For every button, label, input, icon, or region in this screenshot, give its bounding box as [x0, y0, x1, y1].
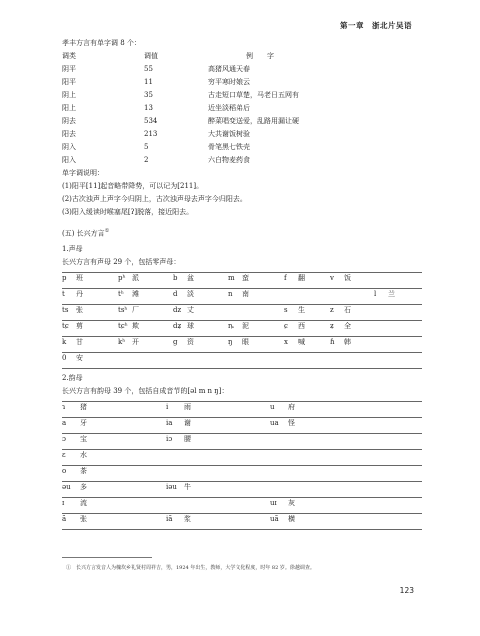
- finals-row: [62, 514, 422, 529]
- initials-row: [62, 353, 422, 368]
- example-character: 丹: [76, 290, 83, 298]
- example-character: 多: [80, 483, 87, 491]
- tones-intro: 孝丰方言有单字调 8 个：: [62, 39, 141, 47]
- tone-value: 35: [144, 91, 153, 99]
- example-character: 流: [80, 499, 87, 507]
- phonetic-symbol: f: [284, 274, 287, 282]
- example-character: 喊: [298, 338, 305, 346]
- finals-row: [62, 498, 422, 513]
- example-character: 横: [288, 515, 295, 523]
- tone-header-category: 调类: [62, 52, 76, 60]
- example-character: 张: [76, 306, 83, 314]
- tone-category: 阴去: [62, 117, 76, 125]
- example-character: 厂: [132, 306, 139, 314]
- footnote-mark: ①: [104, 228, 110, 234]
- phonetic-symbol: iəu: [166, 483, 177, 491]
- phonetic-symbol: ua: [270, 419, 279, 427]
- phonetic-symbol: u: [270, 403, 275, 411]
- example-character: 眼: [242, 338, 249, 346]
- phonetic-symbol: ɦ: [330, 338, 335, 346]
- phonetic-symbol: əu: [62, 483, 71, 491]
- table-rule: [62, 529, 422, 530]
- tone-value: 2: [144, 156, 149, 164]
- tone-row: [62, 142, 422, 155]
- tone-category: 阳平: [62, 78, 76, 86]
- tone-note: (2)古次浊声上声字今归阴上，古次浊声母去声字今归阳去。: [62, 195, 247, 203]
- phonetic-symbol: iɔ: [166, 435, 173, 443]
- example-character: 石: [344, 306, 351, 314]
- tone-value: 11: [144, 78, 153, 86]
- example-character: 丈: [187, 306, 194, 314]
- example-character: 盆: [187, 274, 194, 282]
- example-character: 全: [344, 322, 351, 330]
- example-character: 班: [76, 274, 83, 282]
- tone-category: 阴平: [62, 65, 76, 73]
- phonetic-symbol: 0: [62, 354, 67, 362]
- example-character: 南: [242, 290, 249, 298]
- phonetic-symbol: ɕ: [284, 322, 288, 330]
- phonetic-symbol: ɛ: [62, 451, 66, 459]
- phonetic-symbol: p: [62, 274, 67, 282]
- phonetic-symbol: m: [228, 274, 235, 282]
- page-body: [62, 38, 422, 530]
- finals-row: [62, 402, 422, 417]
- footnote: ① 长兴方言发音人为槐坎乡礼贤村周祥吉，男，1924 年出生，教师，大学文化程度，时年 82 岁。徐越调查。: [66, 565, 315, 571]
- tone-examples: 近坐淡稻弟后: [208, 104, 250, 112]
- running-header: 第一章 浙北片吴语: [340, 21, 412, 30]
- phonetic-symbol: g: [173, 338, 178, 346]
- page-number: 123: [399, 586, 414, 595]
- tone-category: 阴入: [62, 143, 76, 151]
- example-character: 滩: [132, 290, 139, 298]
- initials-row: [62, 321, 422, 336]
- phonetic-symbol: tʰ: [118, 290, 124, 298]
- tone-category: 阴上: [62, 91, 76, 99]
- tone-examples: 醉菜唱变送爱，乱路用漏让硬: [208, 117, 299, 125]
- tone-row: [62, 90, 422, 103]
- tone-table: [62, 64, 422, 168]
- phonetic-symbol: n: [228, 290, 233, 298]
- example-character: 雨: [184, 403, 191, 411]
- tone-value: 213: [144, 130, 158, 138]
- phonetic-symbol: dʑ: [173, 322, 182, 330]
- phonetic-symbol: l: [374, 290, 377, 298]
- initials-intro: 长兴方言有声母 29 个，包括零声母：: [62, 258, 181, 266]
- phonetic-symbol: ɪ: [62, 499, 65, 507]
- initials-row: [62, 305, 422, 320]
- tone-header-value: 调值: [144, 52, 158, 60]
- example-character: 茶: [80, 467, 87, 475]
- phonetic-symbol: v: [330, 274, 334, 282]
- phonetic-symbol: a: [62, 419, 67, 427]
- phonetic-symbol: tsʰ: [118, 306, 128, 314]
- example-character: 灰: [288, 499, 295, 507]
- example-character: 淡: [187, 290, 194, 298]
- example-character: 欺: [132, 322, 139, 330]
- phonetic-symbol: ã: [62, 515, 67, 523]
- tone-category: 阳上: [62, 104, 76, 112]
- example-character: 甘: [76, 338, 83, 346]
- example-character: 牙: [80, 419, 87, 427]
- finals-row: [62, 418, 422, 433]
- tone-examples: 古走短口草楚，马老日五网有: [208, 91, 299, 99]
- phonetic-symbol: iã: [166, 515, 173, 523]
- tone-row: [62, 103, 422, 116]
- example-character: 蛮: [242, 274, 249, 282]
- example-character: 剪: [76, 322, 83, 330]
- phonetic-symbol: i: [166, 403, 169, 411]
- phonetic-symbol: ia: [166, 419, 173, 427]
- finals-row: [62, 450, 422, 465]
- phonetic-symbol: o: [62, 467, 67, 475]
- example-character: 翻: [298, 274, 305, 282]
- example-character: 腰: [184, 435, 191, 443]
- phonetic-symbol: tɕ: [62, 322, 69, 330]
- example-character: 西: [298, 322, 305, 330]
- phonetic-symbol: uã: [270, 515, 279, 523]
- tone-row: [62, 116, 422, 129]
- tone-value: 13: [144, 104, 153, 112]
- tone-row: [62, 129, 422, 142]
- phonetic-symbol: ts: [62, 306, 69, 314]
- tone-value: 55: [144, 65, 153, 73]
- phonetic-symbol: pʰ: [118, 274, 126, 282]
- example-character: 饭: [344, 274, 351, 282]
- phonetic-symbol: ɔ: [62, 435, 66, 443]
- tone-category: 阳去: [62, 130, 76, 138]
- phonetic-symbol: tɕʰ: [118, 322, 128, 330]
- phonetic-symbol: d: [173, 290, 178, 298]
- finals-table: [62, 401, 422, 530]
- example-character: 宝: [80, 435, 87, 443]
- tone-row: [62, 155, 422, 168]
- section-title: [62, 226, 422, 240]
- example-character: 张: [80, 515, 87, 523]
- finals-intro: 长兴方言有韵母 39 个，包括自成音节的[əl m n ŋ]：: [62, 387, 229, 395]
- example-character: 开: [132, 338, 139, 346]
- phonetic-symbol: b: [173, 274, 178, 282]
- phonetic-symbol: k: [62, 338, 67, 346]
- tone-notes-title: 单字调说明：: [62, 169, 104, 177]
- finals-title: 2.韵母: [62, 374, 83, 382]
- tone-note: (1)阳平[11]起音略带降势，可以记为[211]。: [62, 182, 204, 190]
- finals-row: [62, 434, 422, 449]
- example-character: 派: [132, 274, 139, 282]
- tone-examples: 骨笔黑七铁壳: [208, 143, 250, 151]
- section-title-text: (五) 长兴方言: [62, 229, 105, 238]
- example-character: 水: [80, 451, 87, 459]
- tone-header-examples: 例 字: [246, 52, 274, 60]
- tone-table-header: [62, 51, 422, 64]
- initials-table: [62, 272, 422, 369]
- example-character: 府: [288, 403, 295, 411]
- tone-examples: 穷平寒时娘云: [208, 78, 250, 86]
- phonetic-symbol: ʑ: [330, 322, 334, 330]
- phonetic-symbol: ȵ: [228, 322, 234, 330]
- phonetic-symbol: kʰ: [118, 338, 126, 346]
- finals-row: [62, 482, 422, 497]
- example-character: 球: [187, 322, 194, 330]
- tone-category: 阳入: [62, 156, 76, 164]
- example-character: 浆: [184, 515, 191, 523]
- phonetic-symbol: z: [330, 306, 334, 314]
- phonetic-symbol: ɿ: [62, 403, 66, 411]
- initials-row: [62, 337, 422, 352]
- example-character: 怪: [288, 419, 295, 427]
- phonetic-symbol: dz: [173, 306, 182, 314]
- example-character: 生: [298, 306, 305, 314]
- example-character: 猪: [80, 403, 87, 411]
- footnote-divider: [62, 557, 152, 558]
- phonetic-symbol: x: [284, 338, 288, 346]
- finals-row: [62, 466, 422, 481]
- phonetic-symbol: s: [284, 306, 288, 314]
- initials-title: 1.声母: [62, 245, 83, 253]
- tone-value: 534: [144, 117, 158, 125]
- tone-examples: 大共谢饭树验: [208, 130, 250, 138]
- phonetic-symbol: ŋ: [228, 338, 233, 346]
- example-character: 资: [187, 338, 194, 346]
- example-character: 兰: [388, 290, 395, 298]
- initials-row: [62, 273, 422, 288]
- example-character: 牛: [184, 483, 191, 491]
- initials-row: [62, 289, 422, 304]
- tone-value: 5: [144, 143, 149, 151]
- example-character: 泥: [242, 322, 249, 330]
- phonetic-symbol: t: [62, 290, 65, 298]
- example-character: 安: [76, 354, 83, 362]
- tone-row: [62, 64, 422, 77]
- example-character: 韩: [344, 338, 351, 346]
- tone-note: (3)阳入缓读时喉塞尾[ʔ]脱落，接近阳去。: [62, 208, 194, 216]
- tone-examples: 高猪风通天春: [208, 65, 250, 73]
- phonetic-symbol: uɪ: [270, 499, 277, 507]
- example-character: 谢: [184, 419, 191, 427]
- tone-row: [62, 77, 422, 90]
- tone-examples: 六白物麦药食: [208, 156, 250, 164]
